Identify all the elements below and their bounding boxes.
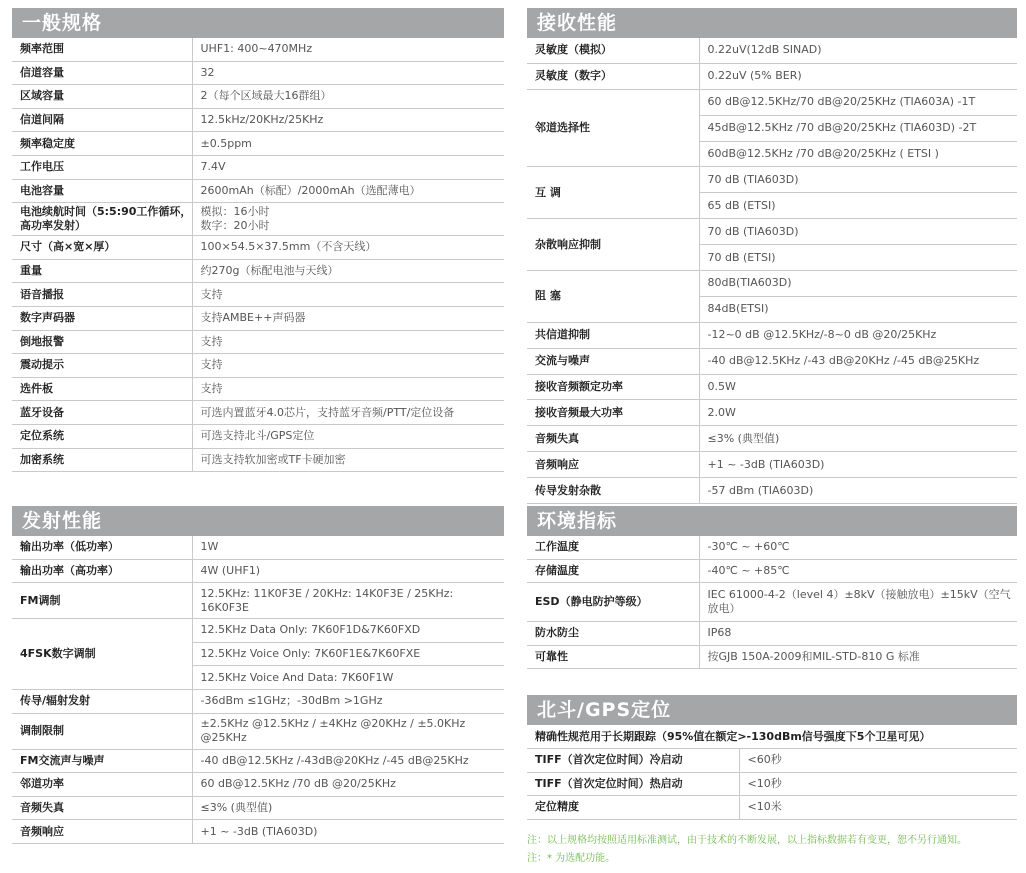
spec-label: 接收音频额定功率: [527, 374, 699, 400]
spec-label: 输出功率（高功率）: [12, 559, 192, 583]
spec-value: ≤3% (典型值): [192, 796, 504, 820]
table-row: [12, 132, 504, 156]
spec-value: 12.5KHz Voice And Data: 7K60F1W: [192, 666, 504, 690]
spec-value: 12.5KHz Voice Only: 7K60F1E&7K60FXE: [192, 642, 504, 666]
spec-label: 语音播报: [12, 283, 192, 307]
gps-accuracy-note: 精确性规范用于长期跟踪（95%值在额定>-130dBm信号强度下5个卫星可见）: [527, 725, 1017, 749]
spec-value: ≤3% (典型值): [699, 426, 1017, 452]
spec-value: -40 dB@12.5KHz /-43 dB@20KHz /-45 dB@25KHz: [699, 348, 1017, 374]
table-row: [527, 219, 1017, 245]
table-row: [527, 400, 1017, 426]
table-row: [12, 203, 504, 236]
table-row: [12, 796, 504, 820]
spec-label: 可靠性: [527, 645, 699, 669]
spec-label: 邻道选择性: [527, 89, 699, 167]
spec-value: 0.5W: [699, 374, 1017, 400]
spec-label: 加密系统: [12, 448, 192, 472]
spec-label: 定位系统: [12, 424, 192, 448]
table-row: [527, 426, 1017, 452]
spec-label: 交流与噪声: [527, 348, 699, 374]
gps-spec-table: [527, 725, 1017, 820]
gps-spec-panel: [527, 695, 1017, 820]
spec-value: UHF1: 400~470MHz: [192, 38, 504, 61]
table-row: [527, 749, 1017, 773]
spec-value: IEC 61000-4-2（level 4）±8kV（接触放电）±15kV（空气放电）: [699, 583, 1017, 622]
spec-label: 防水防尘: [527, 622, 699, 646]
spec-label: 共信道抑制: [527, 322, 699, 348]
spec-label: 4FSK数字调制: [12, 619, 192, 690]
table-row: [527, 645, 1017, 669]
spec-label: 选件板: [12, 377, 192, 401]
spec-label: TIFF（首次定位时间）冷启动: [527, 749, 739, 773]
spec-value: -40 dB@12.5KHz /-43dB@20KHz /-45 dB@25KHz: [192, 749, 504, 773]
spec-value: 支持: [192, 377, 504, 401]
footnote-line: 注：以上规格均按照适用标准测试，由于技术的不断发展，以上指标数据若有变更，恕不另行通知。: [527, 835, 967, 846]
table-row: [12, 820, 504, 844]
spec-label: 定位精度: [527, 796, 739, 820]
spec-label: TIFF（首次定位时间）热启动: [527, 772, 739, 796]
spec-label: 音频响应: [527, 452, 699, 478]
table-row: [12, 749, 504, 773]
spec-value: 约270g（标配电池与天线）: [192, 259, 504, 283]
spec-value: 0.22uV(12dB SINAD): [699, 38, 1017, 63]
spec-value: 45dB@12.5KHz /70 dB@20/25KHz (TIA603D) -2T: [699, 115, 1017, 141]
table-row: [12, 401, 504, 425]
spec-value: 70 dB (ETSI): [699, 245, 1017, 271]
spec-value: <10米: [739, 796, 1017, 820]
transmit-spec-panel: [12, 506, 504, 844]
table-row: [12, 377, 504, 401]
table-row: [12, 38, 504, 61]
spec-value: 支持: [192, 330, 504, 354]
spec-value: 4W (UHF1): [192, 559, 504, 583]
spec-value: 70 dB (TIA603D): [699, 219, 1017, 245]
table-row: [12, 773, 504, 797]
spec-label: 工作电压: [12, 155, 192, 179]
spec-label: 电池续航时间（5:5:90工作循环，高功率发射）: [12, 203, 192, 236]
spec-label: 音频失真: [12, 796, 192, 820]
spec-value: 65 dB (ETSI): [699, 193, 1017, 219]
spec-label: 调制限制: [12, 713, 192, 749]
spec-label: 灵敏度（模拟）: [527, 38, 699, 63]
spec-value: 12.5kHz/20KHz/25KHz: [192, 108, 504, 132]
spec-value: 可选内置蓝牙4.0芯片，支持蓝牙音频/PTT/定位设备: [192, 401, 504, 425]
spec-value: ±2.5KHz @12.5KHz / ±4KHz @20KHz / ±5.0KHz @25KHz: [192, 713, 504, 749]
table-row: [12, 713, 504, 749]
spec-value: 100×54.5×37.5mm（不含天线）: [192, 236, 504, 260]
spec-label: 倒地报警: [12, 330, 192, 354]
spec-value: 可选支持北斗/GPS定位: [192, 424, 504, 448]
spec-value: -57 dBm (TIA603D): [699, 478, 1017, 504]
footnote-line: 注：* 为选配功能。: [527, 853, 616, 864]
spec-label: 阻 塞: [527, 271, 699, 323]
spec-label: 杂散响应抑制: [527, 219, 699, 271]
table-row: [527, 63, 1017, 89]
spec-value: 84dB(ETSI): [699, 296, 1017, 322]
receive-spec-panel: [527, 8, 1017, 504]
table-row: [527, 271, 1017, 297]
spec-value: -12~0 dB @12.5KHz/-8~0 dB @20/25KHz: [699, 322, 1017, 348]
spec-label: 数字声码器: [12, 306, 192, 330]
table-row: [527, 374, 1017, 400]
spec-label: 信道间隔: [12, 108, 192, 132]
spec-value: -40℃ ~ +85℃: [699, 559, 1017, 583]
spec-label: 蓝牙设备: [12, 401, 192, 425]
table-row: [527, 772, 1017, 796]
table-row: [12, 583, 504, 619]
spec-value: 支持: [192, 354, 504, 378]
table-row: [12, 108, 504, 132]
table-row: [12, 283, 504, 307]
table-row: [12, 61, 504, 85]
table-row: [12, 448, 504, 472]
spec-label: 频率范围: [12, 38, 192, 61]
spec-value: 2（每个区域最大16群组）: [192, 85, 504, 109]
spec-label: FM调制: [12, 583, 192, 619]
spec-label: 传导发射杂散: [527, 478, 699, 504]
table-row: [12, 259, 504, 283]
spec-label: 灵敏度（数字）: [527, 63, 699, 89]
spec-value: 2600mAh（标配）/2000mAh（选配薄电）: [192, 179, 504, 203]
spec-label: 邻道功率: [12, 773, 192, 797]
general-spec-title: 一般规格: [12, 8, 504, 38]
spec-value: 可选支持软加密或TF卡硬加密: [192, 448, 504, 472]
footnotes: [527, 832, 1017, 868]
spec-label: ESD（静电防护等级）: [527, 583, 699, 622]
spec-label: 尺寸（高×宽×厚）: [12, 236, 192, 260]
spec-value: 2.0W: [699, 400, 1017, 426]
spec-value: 80dB(TIA603D): [699, 271, 1017, 297]
spec-value: 按GJB 150A-2009和MIL-STD-810 G 标准: [699, 645, 1017, 669]
table-row: [527, 322, 1017, 348]
table-row: [527, 536, 1017, 559]
spec-value: 支持: [192, 283, 504, 307]
spec-label: 互 调: [527, 167, 699, 219]
spec-label: 存储温度: [527, 559, 699, 583]
table-row: [12, 236, 504, 260]
table-row: [12, 330, 504, 354]
spec-label: 音频失真: [527, 426, 699, 452]
spec-value: 7.4V: [192, 155, 504, 179]
table-row: [527, 583, 1017, 622]
table-row: [12, 536, 504, 559]
table-row: [527, 478, 1017, 504]
spec-label: 电池容量: [12, 179, 192, 203]
spec-value: 0.22uV (5% BER): [699, 63, 1017, 89]
spec-value: 32: [192, 61, 504, 85]
table-row: [527, 622, 1017, 646]
spec-label: 音频响应: [12, 820, 192, 844]
spec-value: -36dBm ≤1GHz；-30dBm >1GHz: [192, 689, 504, 713]
spec-label: 区域容量: [12, 85, 192, 109]
spec-value: 60 dB@12.5KHz /70 dB @20/25KHz: [192, 773, 504, 797]
table-row: [527, 38, 1017, 63]
spec-label: 信道容量: [12, 61, 192, 85]
spec-value: <10秒: [739, 772, 1017, 796]
spec-value: <60秒: [739, 749, 1017, 773]
table-row: [12, 306, 504, 330]
table-row: [12, 689, 504, 713]
table-row: [527, 89, 1017, 115]
spec-value: 1W: [192, 536, 504, 559]
receive-spec-title: 接收性能: [527, 8, 1017, 38]
spec-value: 模拟：16小时 数字：20小时: [192, 203, 504, 236]
table-row: [12, 424, 504, 448]
spec-label: 震动提示: [12, 354, 192, 378]
spec-label: 重量: [12, 259, 192, 283]
spec-label: 输出功率（低功率）: [12, 536, 192, 559]
table-row: [12, 155, 504, 179]
spec-value: +1 ~ -3dB (TIA603D): [699, 452, 1017, 478]
transmit-spec-title: 发射性能: [12, 506, 504, 536]
receive-spec-table: [527, 38, 1017, 504]
environment-spec-table: [527, 536, 1017, 669]
table-row: [527, 452, 1017, 478]
environment-spec-title: 环境指标: [527, 506, 1017, 536]
table-row: [12, 559, 504, 583]
spec-label: 传导/辐射发射: [12, 689, 192, 713]
spec-value: 60dB@12.5KHz /70 dB@20/25KHz ( ETSI ): [699, 141, 1017, 167]
spec-value: ±0.5ppm: [192, 132, 504, 156]
table-row: [12, 619, 504, 643]
spec-label: 频率稳定度: [12, 132, 192, 156]
spec-value: +1 ~ -3dB (TIA603D): [192, 820, 504, 844]
general-spec-table: [12, 38, 504, 472]
general-spec-panel: [12, 8, 504, 472]
table-row: [12, 85, 504, 109]
transmit-spec-table: [12, 536, 504, 844]
spec-value: 70 dB (TIA603D): [699, 167, 1017, 193]
table-row: [527, 796, 1017, 820]
table-row: [527, 348, 1017, 374]
spec-value: IP68: [699, 622, 1017, 646]
spec-label: 工作温度: [527, 536, 699, 559]
spec-value: 支持AMBE++声码器: [192, 306, 504, 330]
spec-value: 60 dB@12.5KHz/70 dB@20/25KHz (TIA603A) -1T: [699, 89, 1017, 115]
table-row: [527, 167, 1017, 193]
gps-spec-title: 北斗/GPS定位: [527, 695, 1017, 725]
spec-label: 接收音频最大功率: [527, 400, 699, 426]
spec-value: 12.5KHz: 11K0F3E / 20KHz: 14K0F3E / 25KHz: 16K0F3E: [192, 583, 504, 619]
spec-label: FM交流声与噪声: [12, 749, 192, 773]
table-row: [12, 179, 504, 203]
environment-spec-panel: [527, 506, 1017, 669]
spec-value: 12.5KHz Data Only: 7K60F1D&7K60FXD: [192, 619, 504, 643]
table-row: [12, 354, 504, 378]
table-row: [527, 559, 1017, 583]
spec-value: -30℃ ~ +60℃: [699, 536, 1017, 559]
